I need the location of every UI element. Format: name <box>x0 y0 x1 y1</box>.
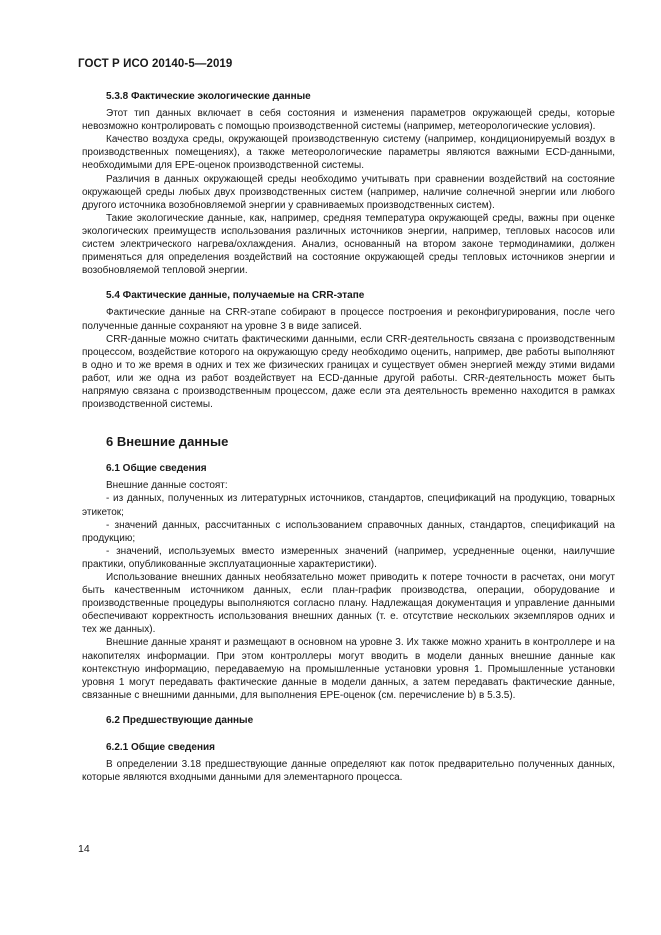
paragraph: Качество воздуха среды, окружающей производственную систему (например, кондиционируемый воздух в производственных помещениях), а также метеорологические параметры являются важными ECD-данными, необходимыми для EPE-оценок производственной системы. <box>82 134 615 172</box>
paragraph: CRR-данные можно считать фактическими данными, если CRR-деятельность связана с производственным процессом, воздействие которого на окружающую среду необходимо оценить, например, две работы выполняют в одно и то же время в одних и тех же физических границах и существует обмен энергией между этими видами работ, или же одна из работ воздействует на ECD-данные другой работы. CRR-деятельность может быть напрямую связана с производственным процессом, даже если эта деятельность временно находится в рамках производственной системы. <box>82 333 615 411</box>
list-item: - значений, используемых вместо измеренных значений (например, усредненные оценки, наилучшие практики, опубликованные эксплуатационные характеристики). <box>82 545 615 570</box>
paragraph: Этот тип данных включает в себя состояния и изменения параметров окружающей среды, которые невозможно контролировать с помощью производственной системы (например, метеорологические условия). <box>82 108 615 133</box>
section-5-3-8-heading: 5.3.8 Фактические экологические данные <box>106 91 311 102</box>
paragraph: Использование внешних данных необязательно может приводить к потере точности в расчетах, они могут быть качественным источником данных, если план-график производства, операции, оборудование и производственные процедуры выполняются согласно плану. Надлежащая документация и управление данными обеспечивают корректность использования внешних данных (т. е. отсутствие нескольких экземпляров одних и тех же данных). <box>82 572 615 636</box>
section-6-2-heading: 6.2 Предшествующие данные <box>106 714 254 726</box>
paragraph: Такие экологические данные, как, например, средняя температура окружающей среды, важны при оценке экологических преимуществ использования различных источников энергии, например, тепловых насосов или систем электрического нагрева/охлаждения. Анализ, основанный на втором законе термодинамики, должен применяться для определения воздействий на состояние окружающей среды тепловых источников энергии и возобновляемой тепловой энергии. <box>82 212 615 277</box>
list-item: - значений данных, рассчитанных с использованием справочных данных, стандартов, спецификаций на продукцию; <box>82 519 615 544</box>
section-6-1-heading: 6.1 Общие сведения <box>106 463 207 475</box>
section-6-2-1-heading: 6.2.1 Общие сведения <box>106 742 215 754</box>
paragraph: Различия в данных окружающей среды необходимо учитывать при сравнении воздействий на состояние окружающей среды любых двух производственных систем (например, наличие солнечной энергии или любого другого источника возобновляемой энергии у сравниваемых производственных систем). <box>82 173 615 211</box>
paragraph: Внешние данные хранят и размещают в основном на уровне 3. Их также можно хранить в контроллере и на накопителях информации. При этом контроллеры могут вводить в модели данных внешние данные как контекстную информацию, передаваемую на промышленные установки уровня 1. Промышленные установки уровня 1 могут передавать фактические данные в модели данных, а затем передавать фактические данные, связанные с внешними данными, для выполнения EPE-оценок (см. перечисление b) в 5.3.5). <box>82 637 615 701</box>
standard-header: ГОСТ Р ИСО 20140-5—2019 <box>78 58 233 70</box>
page-number: 14 <box>78 843 90 855</box>
section-6-heading: 6 Внешние данные <box>106 434 229 450</box>
page-content <box>82 90 615 784</box>
paragraph: Фактические данные на CRR-этапе собирают в процессе построения и реконфигурирования, после чего полученные данные сохраняют на уровне 3 в виде записей. <box>82 307 615 332</box>
paragraph: Внешние данные состоят: <box>106 480 228 492</box>
paragraph: В определении 3.18 предшествующие данные определяют как поток предварительно полученных данных, которые являются входными данными для элементарного процесса. <box>82 759 615 784</box>
section-5-4-heading: 5.4 Фактические данные, получаемые на CRR-этапе <box>106 290 365 302</box>
list-item: - из данных, полученных из литературных источников, стандартов, спецификаций на продукцию, товарных этикеток; <box>82 493 615 518</box>
